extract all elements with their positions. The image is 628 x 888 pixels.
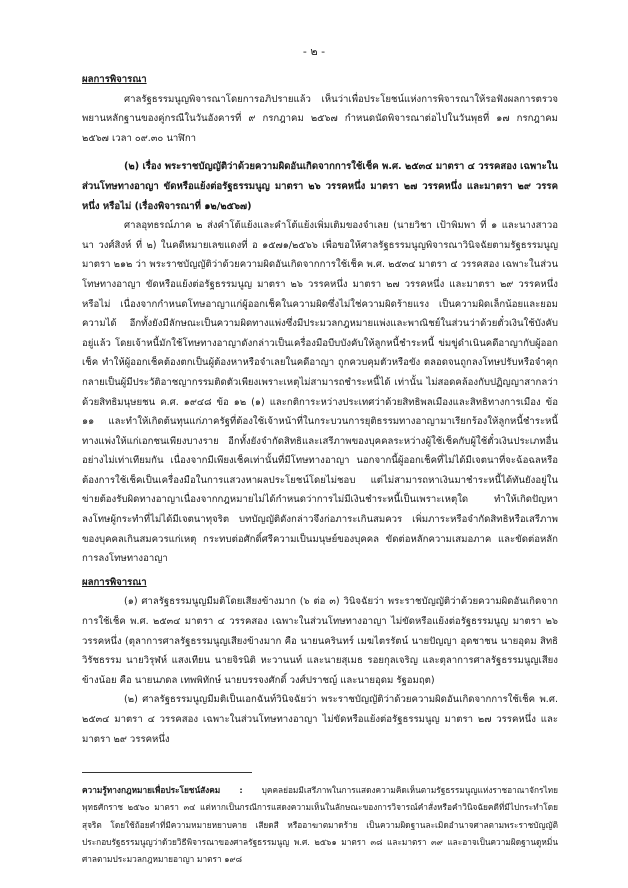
footnote-text: บุคคลย่อมมีเสรีภาพในการแสดงความคิดเห็นตามรัฐธรรมนูญแห่งราชอาณาจักรไทย พุทธศักราช ๒๕๖๐ มาตรา ๓๔ แต่หากเป็นกรณีการแสดงความเห็นในลักษณะของการวิจารณ์คำสั่งหรือคำวินิจฉัยคดีที่มีไปกระทำโดยสุจริต โดยใช้ถ้อยคำที่มีความหมายหยาบคาย เสียดสี หรืออาฆาตมาดร้าย เป็นความผิดฐานละเมิดอำนาจศาลตามพระราชบัญญัติประกอบรัฐธรรมนูญว่าด้วยวิธีพิจารณาของศาลรัฐธรรมนูญ พ.ศ. ๒๕๖๑ มาตรา ๓๘ และมาตรา ๓๙ และอาจเป็นความผิดฐานดูหมิ่นศาลตามประมวลกฎหมายอาญา มาตรา ๑๙๘	[82, 785, 558, 865]
footnote-label: ความรู้ทางกฎหมายเพื่อประโยชน์สังคม :	[82, 785, 243, 795]
page-number: - ๒ -	[302, 45, 326, 58]
result-paragraph-1: ศาลรัฐธรรมนูญพิจารณาโดยการอภิปรายแล้ว เห็นว่าเพื่อประโยชน์แห่งการพิจารณาให้รอฟังผลการตรวจพยานหลักฐานของคู่กรณีในวันอังคารที่ ๙ กรกฎาคม ๒๕๖๗ กำหนดนัดพิจารณาต่อไปในวันพุธที่ ๑๗ กรกฎาคม ๒๕๖๗ เวลา ๐๙.๓๐ นาฬิกา	[82, 93, 558, 144]
case-summary-paragraph: ศาลอุทธรณ์ภาค ๒ ส่งคำโต้แย้งและคำโต้แย้งเพิ่มเติมของจำเลย (นายวิชา เป้าพิมพา ที่ ๑ และนางสาวอนา วงศ์สิงห์ ที่ ๒) ในคดีหมายเลขแดงที่ อ ๑๕๗๑/๒๕๖๖ เพื่อขอให้ศาลรัฐธรรมนูญพิจารณาวินิจฉัยตามรัฐธรรมนูญ มาตรา ๒๑๒ ว่า พระราชบัญญัติว่าด้วยความผิดอันเกิดจากการใช้เช็ค พ.ศ. ๒๕๓๔ มาตรา ๔ วรรคสอง เฉพาะในส่วนโทษทางอาญา ขัดหรือแย้งต่อรัฐธรรมนูญ มาตรา ๒๖ วรรคหนึ่ง มาตรา ๒๗ วรรคหนึ่ง และมาตรา ๒๙ วรรคหนึ่ง หรือไม่ เนื่องจากกำหนดโทษอาญาแก่ผู้ออกเช็คในความผิดซึ่งไม่ใช่ความผิดร้ายแรง เป็นความผิดเล็กน้อยและยอมความได้ อีกทั้งยังมีลักษณะเป็นความผิดทางแพ่งซึ่งมีประมวลกฎหมายแพ่งและพาณิชย์ในส่วนว่าด้วยตั๋วเงินใช้บังคับอยู่แล้ว โดยเจ้าหนี้มักใช้โทษทางอาญาดังกล่าวเป็นเครื่องมือบีบบังคับให้ลูกหนี้ชำระหนี้ ข่มขู่ดำเนินคดีอาญากับผู้ออกเช็ค ทำให้ผู้ออกเช็คต้องตกเป็นผู้ต้องหาหรือจำเลยในคดีอาญา ถูกควบคุมตัวหรือขัง ตลอดจนถูกลงโทษปรับหรือจำคุก กลายเป็นผู้มีประวัติอาชญากรรมติดตัวเพียงเพราะเหตุไม่สามารถชำระหนี้ได้ เท่านั้น ไม่สอดคล้องกับปฏิญญาสากลว่าด้วยสิทธิมนุษยชน ค.ศ. ๑๙๔๘ ข้อ ๑๒ (๑) และกติการะหว่างประเทศว่าด้วยสิทธิพลเมืองและสิทธิทางการเมือง ข้อ ๑๑ และทำให้เกิดต้นทุนแก่ภาครัฐที่ต้องใช้เจ้าหน้าที่ในกระบวนการยุติธรรมทางอาญามาเรียกร้องให้ลูกหนี้ชำระหนี้ทางแพ่งให้แก่เอกชนเพียงบางราย อีกทั้งยังจำกัดสิทธิและเสรีภาพของบุคคลระหว่างผู้ใช้เช็คกับผู้ใช้ตั๋วเงินประเภทอื่นอย่างไม่เท่าเทียมกัน เนื่องจากมีเพียงเช็คเท่านั้นที่มีโทษทางอาญา นอกจากนี้ผู้ออกเช็คที่ไม่ได้มีเจตนาที่จะฉ้อฉลหรือต้องการใช้เช็คเป็นเครื่องมือในการแสวงหาผลประโยชน์โดยไม่ชอบ แต่ไม่สามารถหาเงินมาชำระหนี้ได้ทันยังอยู่ในข่ายต้องรับผิดทางอาญาเนื่องจากกฎหมายไม่ได้กำหนดว่าการไม่มีเงินชำระหนี้เป็นเพราะเหตุใด ทำให้เกิดปัญหาลงโทษผู้กระทำที่ไม่ได้มีเจตนาทุจริต บทบัญญัติดังกล่าวจึงก่อภาระเกินสมควร เพิ่มภาระหรือจำกัดสิทธิหรือเสรีภาพของบุคคลเกินสมควรแก่เหตุ กระทบต่อศักดิ์ศรีความเป็นมนุษย์ของบุคคล ขัดต่อหลักความเสมอภาค และขัดต่อหลักการลงโทษทางอาญา	[82, 220, 558, 565]
footnote-divider	[82, 772, 252, 773]
document-body	[82, 70, 558, 749]
footnote	[82, 782, 558, 868]
ruling-point-1: (๑) ศาลรัฐธรรมนูญมีมติโดยเสียงข้างมาก (๖ ต่อ ๓) วินิจฉัยว่า พระราชบัญญัติว่าด้วยความผิดอันเกิดจากการใช้เช็ค พ.ศ. ๒๕๓๔ มาตรา ๔ วรรคสอง เฉพาะในส่วนโทษทางอาญา ไม่ขัดหรือแย้งต่อรัฐธรรมนูญ มาตรา ๒๖ วรรคหนึ่ง (ตุลาการศาลรัฐธรรมนูญเสียงข้างมาก คือ นายนครินทร์ เมฆไตรรัตน์ นายปัญญา อุดชาชน นายอุดม สิทธิวิรัชธรรม นายวิรุฬห์ แสงเทียน นายจิรนิติ หะวานนท์ และนายสุเมธ รอยกุลเจริญ และตุลาการศาลรัฐธรรมนูญเสียงข้างน้อย คือ นายนภดล เทพพิทักษ์ นายบรรจงศักดิ์ วงศ์ปราชญ์ และนายอุดม รัฐอมฤต)	[82, 596, 558, 686]
section-heading-result-1: ผลการพิจารณา	[82, 74, 147, 85]
ruling-point-2: (๒) ศาลรัฐธรรมนูญมีมติเป็นเอกฉันท์วินิจฉัยว่า พระราชบัญญัติว่าด้วยความผิดอันเกิดจากการใช้เช็ค พ.ศ. ๒๕๓๔ มาตรา ๔ วรรคสอง เฉพาะในส่วนโทษทางอาญา ไม่ขัดหรือแย้งต่อรัฐธรรมนูญ มาตรา ๒๗ วรรคหนึ่ง และมาตรา ๒๙ วรรคหนึ่ง	[82, 694, 558, 745]
case-item-title: (๒) เรื่อง พระราชบัญญัติว่าด้วยความผิดอันเกิดจากการใช้เช็ค พ.ศ. ๒๕๓๔ มาตรา ๔ วรรคสอง เฉพาะในส่วนโทษทางอาญา ขัดหรือแย้งต่อรัฐธรรมนูญ มาตรา ๒๖ วรรคหนึ่ง มาตรา ๒๗ วรรคหนึ่ง และมาตรา ๒๙ วรรคหนึ่ง หรือไม่ (เรื่องพิจารณาที่ ๑๒/๒๕๖๗)	[82, 161, 558, 212]
section-heading-result-2: ผลการพิจารณา	[82, 576, 147, 588]
